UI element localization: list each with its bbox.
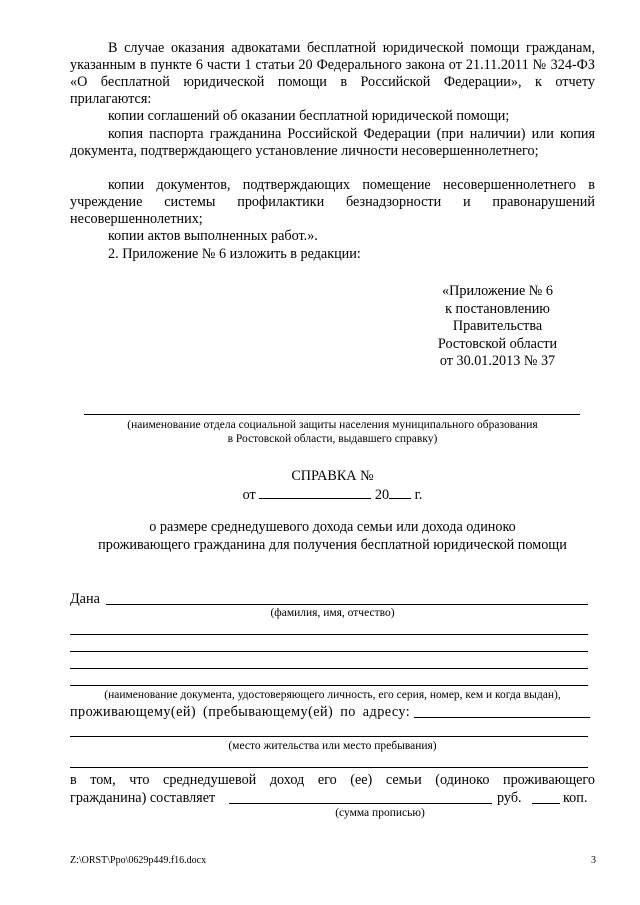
intro-paragraph	[70, 40, 595, 108]
sum-caption: (сумма прописью)	[335, 807, 425, 819]
list-item-acts: копии актов выполненных работ.».	[108, 228, 318, 244]
amendment-clause: 2. Приложение № 6 изложить в редакции:	[108, 246, 361, 262]
document-field-line-1[interactable]	[70, 634, 588, 635]
document-field-line-2[interactable]	[70, 651, 588, 652]
appendix-line-2: к постановлению	[445, 300, 550, 317]
appendix-line-1: «Приложение № 6	[442, 283, 553, 299]
issuer-caption-line-1: (наименование отдела социальной защиты населения муниципального образования	[127, 419, 538, 431]
address-row	[70, 704, 595, 721]
list-item-passport: копия паспорта гражданина Российской Федерации (при наличии) или копия документа, подтверждающего установление личности несовершеннолетнего;	[70, 126, 595, 159]
intro-text: В случае оказания адвокатами бесплатной юридической помощи гражданам, указанным в пункте 6 части 1 статьи 20 Федерального закона от 21.11.2011 № 324-ФЗ «О бесплатной юридической помощи в Российской Федерации», к отчету прилагаются:	[70, 40, 595, 107]
fio-field[interactable]	[106, 604, 588, 605]
address-field[interactable]	[414, 717, 590, 718]
address-field-line-3[interactable]	[70, 767, 588, 768]
list-item-placement-docs: копии документов, подтверждающих помещение несовершеннолетнего в учреждение системы профилактики безнадзорности и правонарушений несовершеннолетних;	[70, 177, 595, 227]
address-label: проживающему(ей) (пребывающему(ей) по адресу:	[70, 704, 411, 720]
appendix-line-4: Ростовской области	[437, 335, 558, 352]
document-field-line-4[interactable]	[70, 685, 588, 686]
date-prefix: от	[242, 487, 256, 503]
address-field-line-2[interactable]	[70, 736, 588, 737]
issuer-caption	[70, 418, 595, 446]
fio-caption: (фамилия, имя, отчество)	[270, 607, 395, 619]
certificate-subtitle-2: проживающего гражданина для получения бесплатной юридической помощи	[98, 537, 567, 553]
page-number: 3	[591, 855, 596, 866]
appendix-header	[410, 283, 585, 371]
issuer-line	[84, 414, 580, 415]
income-prefix: гражданина) составляет	[70, 790, 216, 806]
rub-label: руб.	[497, 790, 522, 806]
kop-label: коп.	[563, 790, 588, 806]
income-amount-field[interactable]	[229, 803, 492, 804]
file-path: Z:\ORST\Ppo\0629p449.f16.docx	[70, 855, 207, 866]
document-field-line-3[interactable]	[70, 668, 588, 669]
certificate-subtitle-1: о размере среднедушевого дохода семьи или дохода одиноко	[149, 519, 516, 535]
date-blank[interactable]	[259, 486, 371, 499]
kopecks-field[interactable]	[532, 803, 560, 804]
issued-to-label: Дана	[70, 591, 100, 607]
appendix-line-3: Правительства	[452, 318, 543, 334]
certificate-date-row	[70, 486, 595, 504]
date-suffix: г.	[414, 487, 423, 503]
date-year: 20	[374, 487, 390, 503]
issuer-caption-line-2: в Ростовской области, выдавшего справку)	[227, 433, 438, 445]
appendix-line-5: от 30.01.2013 № 37	[439, 353, 556, 369]
certificate-title: СПРАВКА №	[291, 468, 374, 484]
list-item-agreements: копии соглашений об оказании бесплатной юридической помощи;	[108, 108, 510, 124]
year-blank[interactable]	[389, 486, 411, 499]
income-line-1: в том, что среднедушевой доход его (ее) семьи (одиноко проживающего	[70, 772, 595, 788]
residence-caption: (место жительства или место пребывания)	[228, 740, 437, 752]
document-caption: (наименование документа, удостоверяющего личность, его серия, номер, кем и когда выдан),	[104, 689, 561, 701]
